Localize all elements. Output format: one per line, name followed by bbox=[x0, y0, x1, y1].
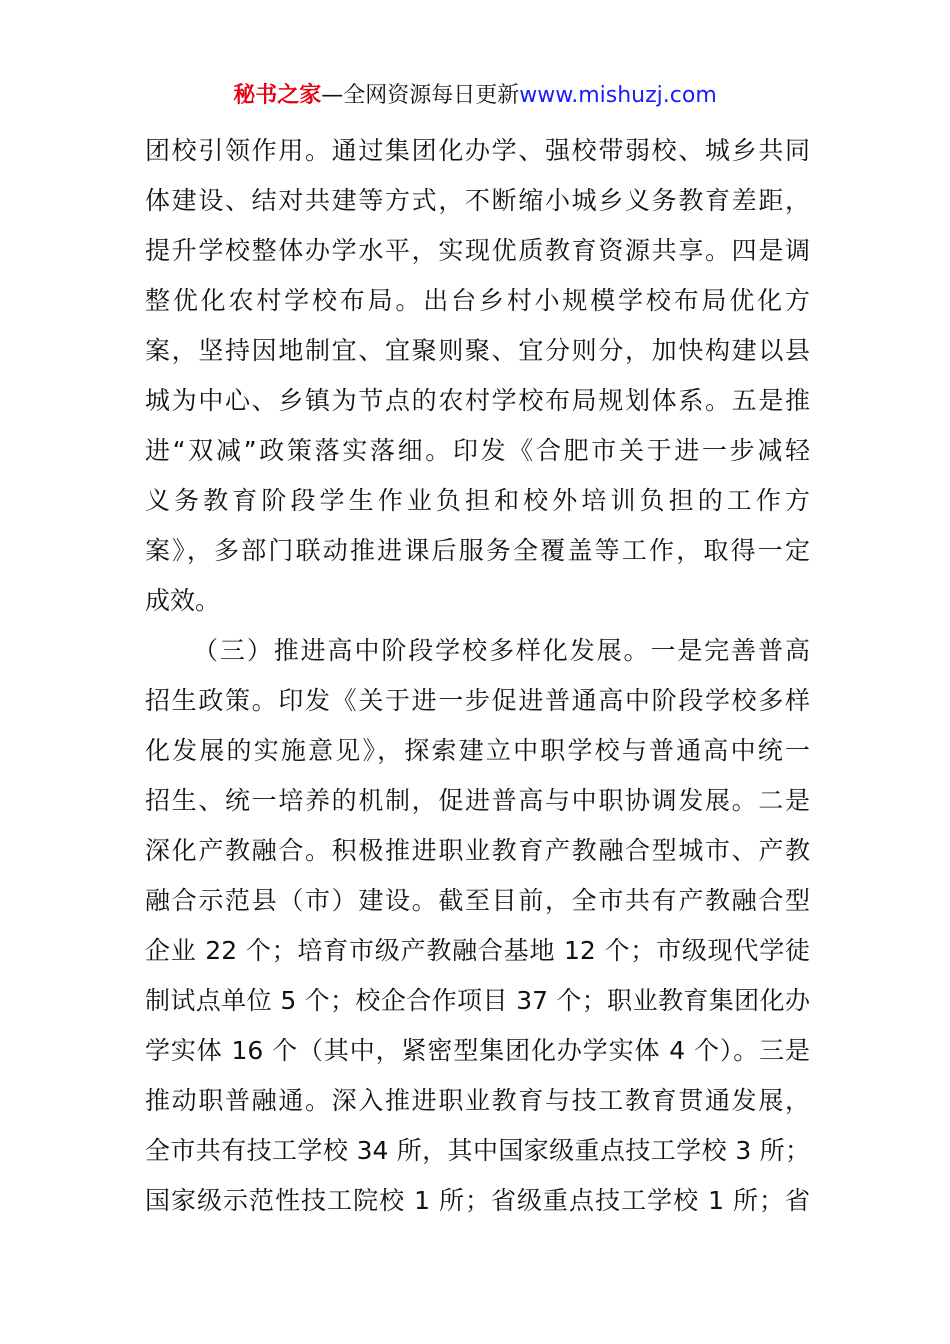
paragraph-line: 案》，多部门联动推进课后服务全覆盖等工作，取得一定 bbox=[145, 536, 810, 565]
paragraph-line: 城为中心、乡镇为节点的农村学校布局规划体系。五是推 bbox=[145, 386, 810, 415]
paragraph-line: 招生、统一培养的机制，促进普高与中职协调发展。二是 bbox=[145, 786, 810, 815]
paragraph-line: 成效。 bbox=[145, 586, 221, 615]
paragraph-line: 融合示范县（市）建设。截至目前，全市共有产教融合型 bbox=[145, 886, 810, 915]
page-header bbox=[0, 80, 950, 112]
paragraph-line: 深化产教融合。积极推进职业教育产教融合型城市、产教 bbox=[145, 836, 810, 865]
site-brand: 秘书之家 bbox=[233, 83, 322, 108]
site-tagline: —全网资源每日更新 bbox=[321, 83, 520, 108]
paragraph-line: 提升学校整体办学水平，实现优质教育资源共享。四是调 bbox=[145, 236, 810, 265]
paragraph-line: 进“双减”政策落实落细。印发《合肥市关于进一步减轻 bbox=[145, 436, 810, 465]
paragraph-line: 学实体 16 个（其中，紧密型集团化办学实体 4 个）。三是 bbox=[145, 1036, 810, 1065]
paragraph-line: 团校引领作用。通过集团化办学、强校带弱校、城乡共同 bbox=[145, 136, 810, 165]
paragraph-line: 化发展的实施意见》，探索建立中职学校与普通高中统一 bbox=[145, 736, 810, 765]
paragraph-line: 制试点单位 5 个；校企合作项目 37 个；职业教育集团化办 bbox=[145, 986, 810, 1015]
document-body bbox=[145, 126, 810, 1226]
paragraph-line: （三）推进高中阶段学校多样化发展。一是完善普高 bbox=[193, 636, 810, 665]
paragraph-line: 招生政策。印发《关于进一步促进普通高中阶段学校多样 bbox=[145, 686, 810, 715]
paragraph-line: 企业 22 个；培育市级产教融合基地 12 个；市级现代学徒 bbox=[145, 936, 810, 965]
paragraph-line: 全市共有技工学校 34 所，其中国家级重点技工学校 3 所； bbox=[145, 1136, 810, 1165]
paragraph-line: 案，坚持因地制宜、宜聚则聚、宜分则分，加快构建以县 bbox=[145, 336, 810, 365]
paragraph-line: 体建设、结对共建等方式，不断缩小城乡义务教育差距， bbox=[145, 186, 810, 215]
paragraph-line: 义务教育阶段学生作业负担和校外培训负担的工作方 bbox=[145, 486, 810, 515]
paragraph-line: 整优化农村学校布局。出台乡村小规模学校布局优化方 bbox=[145, 286, 810, 315]
paragraph-line: 推动职普融通。深入推进职业教育与技工教育贯通发展， bbox=[145, 1086, 810, 1115]
paragraph-line: 国家级示范性技工院校 1 所；省级重点技工学校 1 所；省 bbox=[145, 1186, 810, 1215]
site-url[interactable]: www.mishuzj.com bbox=[519, 83, 717, 108]
